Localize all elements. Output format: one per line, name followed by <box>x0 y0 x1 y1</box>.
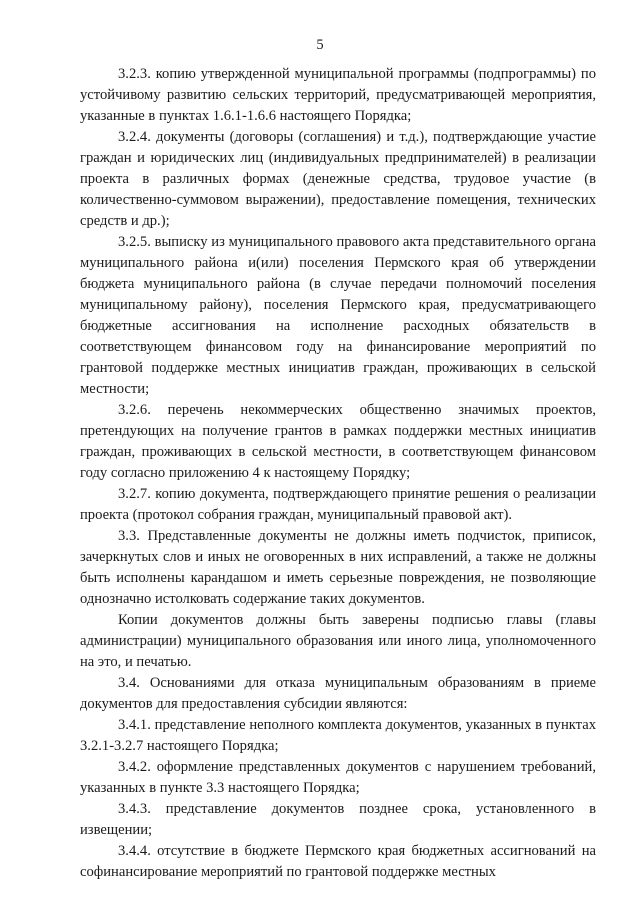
paragraph-copies: Копии документов должны быть заверены подписью главы (главы администрации) муниципального образования или иного лица, уполномоченного на это, и печатью. <box>80 612 596 670</box>
paragraph-3-2-6: 3.2.6. перечень некоммерческих общественно значимых проектов, претендующих на получение грантов в рамках поддержки местных инициатив граждан, проживающих в сельской местности, в соответствующем финансовом году согласно приложению 4 к настоящему Порядку; <box>80 402 596 481</box>
paragraph-3-2-5: 3.2.5. выписку из муниципального правового акта представительного органа муниципального района и(или) поселения Пермского края об утверждении бюджета муниципального района (в случае передачи полномочий поселения муниципальному району), поселения Пермского края, предусматривающего бюджетные ассигнования на исполнение расходных обязательств в соответствующем финансовом году на финансирование мероприятий по грантовой поддержке местных инициатив граждан, проживающих в сельской местности; <box>80 234 596 397</box>
paragraph-3-4-3: 3.4.3. представление документов позднее срока, установленного в извещении; <box>80 801 596 838</box>
paragraph-3-2-7: 3.2.7. копию документа, подтверждающего принятие решения о реализации проекта (протокол собрания граждан, муниципальный правовой акт). <box>80 486 596 523</box>
paragraph-3-4-2: 3.4.2. оформление представленных документов с нарушением требований, указанных в пункте 3.3 настоящего Порядка; <box>80 759 596 796</box>
paragraph-3-2-3: 3.2.3. копию утвержденной муниципальной программы (подпрограммы) по устойчивому развитию сельских территорий, предусматривающей мероприятия, указанные в пунктах 1.6.1-1.6.6 настоящего Порядка; <box>80 66 596 124</box>
paragraph-3-2-4: 3.2.4. документы (договоры (соглашения) и т.д.), подтверждающие участие граждан и юридических лиц (индивидуальных предпринимателей) в реализации проекта в различных формах (денежные средства, трудовое участие (в количественно-суммовом выражении), предоставление помещения, технических средств и др.); <box>80 129 596 229</box>
paragraph-3-4-4: 3.4.4. отсутствие в бюджете Пермского края бюджетных ассигнований на софинансирование мероприятий по грантовой поддержке местных <box>80 843 596 880</box>
page-number: 5 <box>316 37 324 53</box>
paragraph-3-4-1: 3.4.1. представление неполного комплекта документов, указанных в пунктах 3.2.1-3.2.7 настоящего Порядка; <box>80 717 596 754</box>
paragraph-3-4: 3.4. Основаниями для отказа муниципальным образованиям в приеме документов для предоставления субсидии являются: <box>80 675 596 712</box>
paragraph-3-3: 3.3. Представленные документы не должны иметь подчисток, приписок, зачеркнутых слов и иных не оговоренных в них исправлений, а также не должны быть исполнены карандашом и иметь серьезные повреждения, не позволяющие однозначно истолковать содержание таких документов. <box>80 528 596 607</box>
document-body <box>80 64 596 883</box>
